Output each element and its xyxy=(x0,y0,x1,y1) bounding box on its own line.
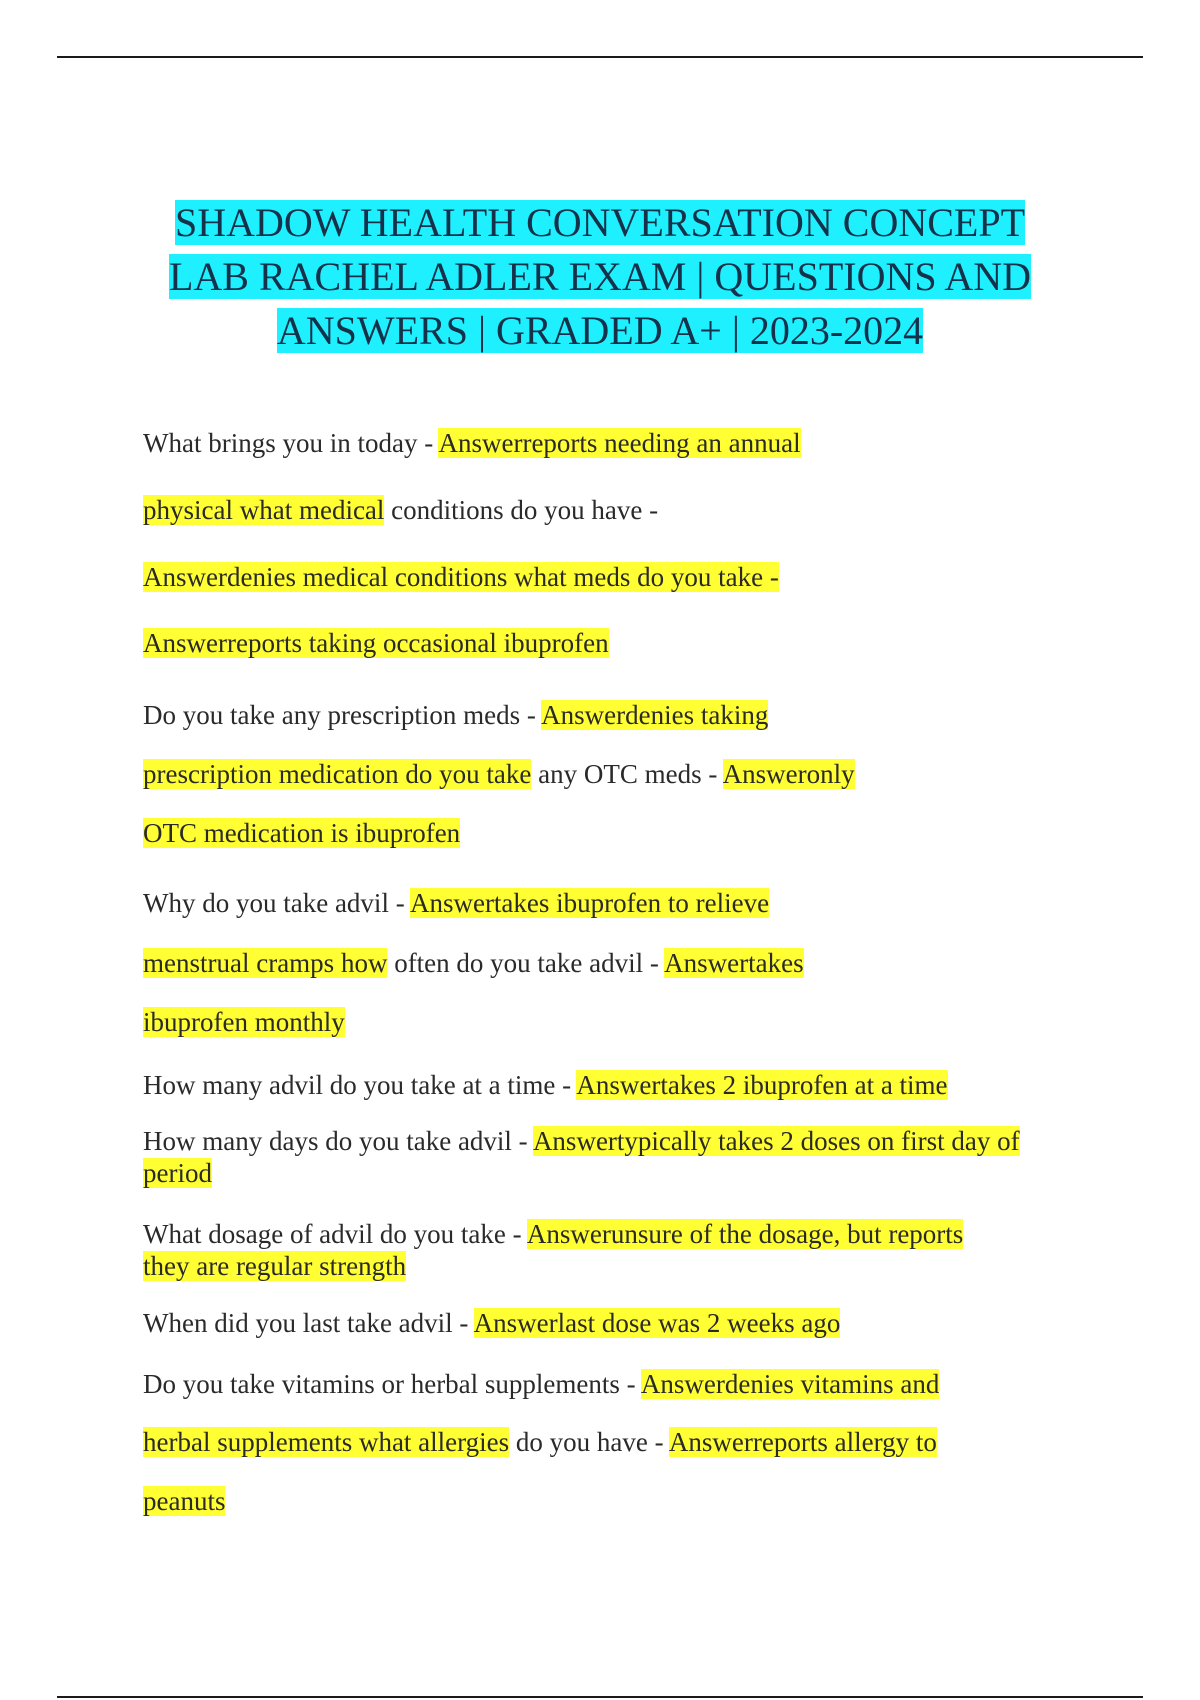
answer-highlight: Answertakes ibuprofen to relieve xyxy=(409,888,770,918)
qa-line xyxy=(143,700,768,731)
question-text: When did you last take advil - xyxy=(143,1308,474,1338)
answer-highlight: period xyxy=(143,1158,212,1188)
title-line-1: SHADOW HEALTH CONVERSATION CONCEPT xyxy=(174,200,1026,245)
qa-line xyxy=(143,1427,937,1458)
qa-line xyxy=(143,628,609,659)
qa-line xyxy=(143,1126,1020,1157)
answer-highlight: herbal supplements what allergies xyxy=(143,1427,510,1457)
answer-highlight: Answertakes 2 ibuprofen at a time xyxy=(576,1070,948,1100)
question-text: What dosage of advil do you take - xyxy=(143,1219,527,1249)
answer-highlight: they are regular strength xyxy=(143,1251,407,1281)
qa-line xyxy=(143,888,769,919)
qa-line xyxy=(143,1219,963,1250)
answer-highlight: menstrual cramps how xyxy=(143,948,388,978)
answer-highlight: Answerunsure of the dosage, but reports xyxy=(526,1219,964,1249)
question-text: Why do you take advil - xyxy=(143,888,410,918)
question-text: How many advil do you take at a time - xyxy=(143,1070,577,1100)
title-line-2: LAB RACHEL ADLER EXAM | QUESTIONS AND xyxy=(168,254,1032,299)
question-text: What brings you in today - xyxy=(143,428,439,458)
answer-highlight: Answeronly xyxy=(722,759,855,789)
question-text: do you have - xyxy=(509,1427,669,1457)
question-text: Do you take vitamins or herbal supplements - xyxy=(143,1369,641,1399)
qa-line xyxy=(143,1007,345,1038)
question-text: any OTC meds - xyxy=(531,759,723,789)
qa-line xyxy=(143,1158,212,1189)
qa-line xyxy=(143,1070,948,1101)
question-text: Do you take any prescription meds - xyxy=(143,700,542,730)
answer-highlight: Answerlast dose was 2 weeks ago xyxy=(473,1308,841,1338)
qa-line xyxy=(143,1486,225,1517)
answer-highlight: ibuprofen monthly xyxy=(143,1007,345,1037)
answer-highlight: Answerdenies vitamins and xyxy=(640,1369,940,1399)
qa-line xyxy=(143,1369,939,1400)
answer-highlight: Answerreports needing an annual xyxy=(438,428,801,458)
answer-highlight: physical what medical xyxy=(143,495,385,525)
qa-line xyxy=(143,1251,406,1282)
answer-highlight: Answerreports taking occasional ibuprofen xyxy=(143,628,609,658)
answer-highlight: OTC medication is ibuprofen xyxy=(143,818,461,848)
qa-body xyxy=(143,0,1103,1700)
answer-highlight: peanuts xyxy=(143,1486,226,1516)
answer-highlight: Answertakes xyxy=(664,948,804,978)
bottom-rule xyxy=(57,1696,1143,1698)
answer-highlight: Answerdenies medical conditions what meds do you take - xyxy=(143,562,779,592)
answer-highlight: Answertypically takes 2 doses on first day of xyxy=(532,1126,1020,1156)
answer-highlight: Answerdenies taking xyxy=(541,700,769,730)
qa-line xyxy=(143,1308,840,1339)
answer-highlight: prescription medication do you take xyxy=(143,759,532,789)
qa-line xyxy=(143,495,658,526)
title-line-3: ANSWERS | GRADED A+ | 2023-2024 xyxy=(276,308,924,353)
answer-highlight: Answerreports allergy to xyxy=(668,1427,937,1457)
qa-line xyxy=(143,562,779,593)
question-text: How many days do you take advil - xyxy=(143,1126,533,1156)
qa-line xyxy=(143,428,801,459)
qa-line xyxy=(143,818,460,849)
qa-line xyxy=(143,948,804,979)
question-text: often do you take advil - xyxy=(387,948,665,978)
qa-line xyxy=(143,759,855,790)
question-text: conditions do you have - xyxy=(384,495,659,525)
